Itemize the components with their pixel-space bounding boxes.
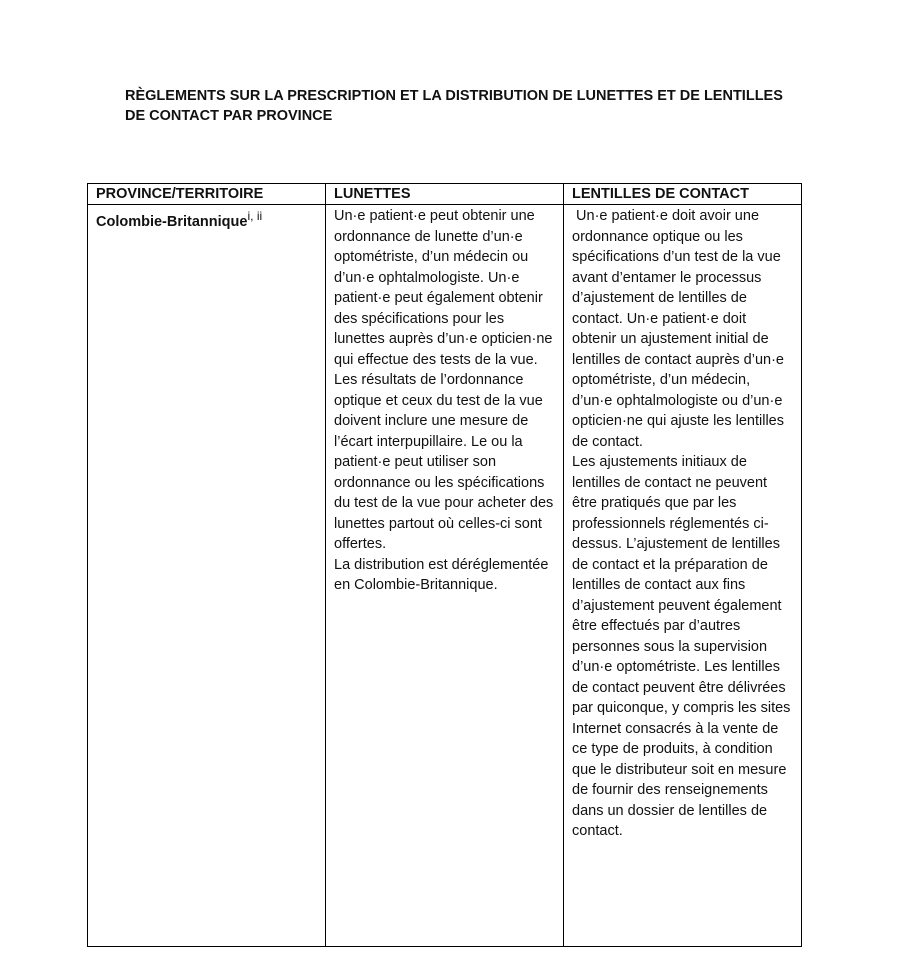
document-title: RÈGLEMENTS SUR LA PRESCRIPTION ET LA DISTRIBUTION DE LUNETTES ET DE LENTILLES DE CONTACT PAR PROVINCE bbox=[125, 88, 783, 124]
header-lentilles: LENTILLES DE CONTACT bbox=[564, 184, 802, 205]
table-row bbox=[88, 205, 802, 947]
regulations-table bbox=[87, 183, 802, 947]
lunettes-paragraph-2: La distribution est déréglementée en Colombie-Britannique. bbox=[334, 556, 549, 593]
lunettes-paragraph-1: Un·e patient·e peut obtenir une ordonnance de lunette d’un·e optométriste, d’un médecin ou d’un·e ophtalmologiste. Un·e patient·e peut également obtenir des spécifications pour les lunettes auprès d’un·e opticien·ne qui effectue des tests de la vue. Les résultats de l’ordonnance optique et ceux du test de la vue doivent inclure une mesure de l’écart interpupillaire. Le ou la patient·e peut utiliser son ordonnance ou les spécifications du test de la vue pour acheter des lunettes partout où celles-ci sont offertes. bbox=[334, 208, 554, 552]
province-cell bbox=[88, 205, 326, 947]
table-header-row bbox=[88, 184, 802, 205]
lentilles-paragraph-1: Un·e patient·e doit avoir une ordonnance optique ou les spécifications d’un test de la vue avant d’entamer le processus d’ajustement de lentilles de contact. Un·e patient·e doit obtenir un ajustement initial de lentilles de contact auprès d’un·e optométriste, d’un médecin, d’un·e ophtalmologiste ou d’un·e opticien·ne qui ajuste les lentilles de contact. bbox=[572, 208, 789, 450]
province-name: Colombie-Britannique bbox=[96, 213, 248, 230]
lentilles-cell bbox=[564, 205, 802, 947]
header-province: PROVINCE/TERRITOIRE bbox=[88, 184, 326, 205]
lentilles-paragraph-2: Les ajustements initiaux de lentilles de contact ne peuvent être pratiqués que par les professionnels réglementés ci-dessus. L’ajustement de lentilles de contact et la préparation de lentilles de contact aux fins d’ajustement peuvent également être effectués par d’autres personnes sous la supervision d’un·e optométriste. Les lentilles de contact peuvent être délivrées par quiconque, y compris les sites Internet consacrés à la vente de ce type de produits, à condition que le distributeur soit en mesure de fournir des renseignements dans un dossier de lentilles de contact. bbox=[572, 454, 791, 839]
header-lunettes: LUNETTES bbox=[326, 184, 564, 205]
lunettes-cell bbox=[326, 205, 564, 947]
footnote-ref: i, ii bbox=[247, 209, 263, 223]
